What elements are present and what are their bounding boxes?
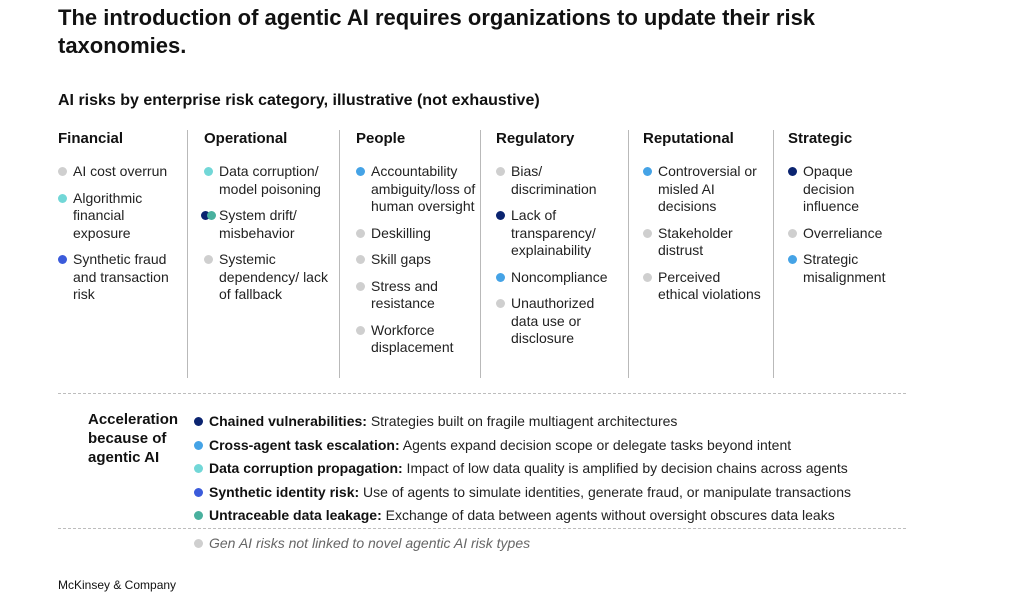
risk-item-text: Overreliance [803, 224, 883, 241]
risk-list [643, 163, 763, 304]
acceleration-item [194, 481, 954, 505]
legend-dot-icon [204, 167, 213, 176]
risk-item-text: Unauthorized data use or disclosure [511, 295, 595, 346]
risk-item-text: Perceived ethical violations [658, 268, 761, 302]
risk-item-text: Lack of transparency/ explainability [511, 207, 596, 258]
column-heading: People [356, 130, 406, 147]
risk-item-text: Stress and resistance [371, 277, 438, 311]
acceleration-description: Strategies built on fragile multiagent architectures [366, 413, 678, 429]
risk-item [643, 269, 763, 304]
risk-item [58, 163, 181, 181]
acceleration-term: Data corruption propagation: [209, 460, 403, 476]
risk-item-text: Strategic misalignment [803, 251, 886, 285]
acceleration-term: Cross-agent task escalation: [209, 436, 400, 453]
column-heading: Regulatory [496, 130, 575, 147]
risk-item [58, 190, 181, 243]
acceleration-description: Exchange of data between agents without oversight obscures data leaks [381, 507, 835, 523]
risk-item [496, 163, 624, 198]
column-people [339, 130, 480, 378]
footnote-divider [58, 528, 906, 529]
legend-dot-icon [194, 464, 203, 473]
legend-dot-icon [58, 255, 67, 264]
column-financial [58, 130, 187, 378]
acceleration-description: Impact of low data quality is amplified by decision chains across agents [402, 460, 848, 476]
legend-dot-icon [356, 255, 365, 264]
legend-dot-icon [356, 229, 365, 238]
legend-dot-icon [643, 229, 652, 238]
risk-item [788, 251, 902, 286]
risk-list [58, 163, 181, 304]
risk-item [58, 251, 181, 304]
risk-item [643, 225, 763, 260]
risk-item-text: Accountability ambiguity/loss of human oversight [371, 163, 476, 214]
legend-dot-icon [58, 194, 67, 203]
risk-item-text: Noncompliance [511, 268, 608, 285]
risk-item-text: Opaque decision influence [803, 163, 860, 214]
risk-list [356, 163, 476, 357]
column-heading: Operational [204, 130, 288, 147]
risk-item [356, 251, 476, 269]
legend-dot-icon [58, 167, 67, 176]
acceleration-term: Synthetic identity risk: [209, 483, 360, 500]
chart-subtitle: AI risks by enterprise risk category, illustrative (not exhaustive) [58, 92, 540, 109]
risk-item [356, 163, 476, 216]
acceleration-description: Agents expand decision scope or delegate tasks beyond intent [399, 436, 792, 453]
risk-list [204, 163, 333, 304]
acceleration-item [194, 434, 954, 458]
section-divider [58, 393, 906, 394]
column-operational [187, 130, 339, 378]
risk-item [496, 269, 624, 287]
double-dot-icon [201, 211, 217, 220]
column-heading: Reputational [643, 130, 734, 147]
risk-item-text: System drift/ misbehavior [219, 207, 297, 241]
legend-dot-icon [194, 441, 203, 450]
column-regulatory [480, 130, 628, 378]
legend-dot-icon [643, 167, 652, 176]
acceleration-term: Chained vulnerabilities: [209, 413, 367, 429]
risk-item [496, 295, 624, 348]
risk-item-text: Stakeholder distrust [658, 224, 733, 258]
column-heading: Strategic [788, 130, 853, 147]
acceleration-item [194, 410, 954, 434]
dot-icon [207, 211, 216, 220]
footnote [194, 535, 530, 551]
risk-item [643, 163, 763, 216]
risk-list [496, 163, 624, 348]
column-strategic [773, 130, 906, 378]
legend-dot-icon [194, 539, 203, 548]
risk-item [204, 207, 333, 242]
risk-item-text: AI cost overrun [73, 163, 168, 179]
legend-dot-icon [496, 299, 505, 308]
risk-item [204, 251, 333, 304]
legend-dot-icon [204, 255, 213, 264]
legend-dot-icon [194, 417, 203, 426]
source-credit: McKinsey & Company [58, 578, 177, 592]
footnote-text: Gen AI risks not linked to novel agentic AI risk types [209, 535, 531, 551]
acceleration-list [194, 410, 954, 528]
legend-dot-icon [194, 488, 203, 497]
risk-item [496, 207, 624, 260]
risk-item-text: Controversial or misled AI decisions [658, 163, 757, 214]
risk-item [356, 278, 476, 313]
risk-item [204, 163, 333, 198]
risk-item [356, 225, 476, 243]
acceleration-label: Acceleration because of agentic AI [88, 411, 179, 466]
legend-dot-icon [643, 273, 652, 282]
risk-item [356, 322, 476, 357]
legend-dot-icon [788, 167, 797, 176]
legend-dot-icon [496, 211, 505, 220]
legend-dot-icon [788, 229, 797, 238]
risk-item-text: Systemic dependency/ lack of fallback [219, 251, 328, 302]
risk-item-text: Data corruption/ model poisoning [219, 163, 321, 197]
legend-dot-icon [788, 255, 797, 264]
legend-dot-icon [356, 326, 365, 335]
legend-dot-icon [356, 282, 365, 291]
risk-item-text: Skill gaps [371, 251, 431, 267]
legend-dot-icon [194, 511, 203, 520]
legend-dot-icon [356, 167, 365, 176]
acceleration-item [194, 504, 954, 528]
column-heading: Financial [58, 130, 124, 147]
column-reputational [628, 130, 773, 378]
risk-item-text: Deskilling [371, 224, 431, 241]
risk-item [788, 163, 902, 216]
risk-item-text: Synthetic fraud and transaction risk [73, 251, 169, 302]
page-title: The introduction of agentic AI requires organizations to update their risk taxonomies. [58, 5, 816, 58]
risk-item-text: Algorithmic financial exposure [73, 189, 143, 241]
acceleration-term: Untraceable data leakage: [209, 507, 382, 523]
acceleration-item [194, 457, 954, 481]
legend-dot-icon [496, 273, 505, 282]
risk-item-text: Workforce displacement [371, 321, 454, 355]
legend-dot-icon [496, 167, 505, 176]
risk-list [788, 163, 902, 286]
risk-item-text: Bias/ discrimination [511, 163, 597, 197]
risk-item [788, 225, 902, 243]
acceleration-description: Use of agents to simulate identities, generate fraud, or manipulate transactions [359, 483, 851, 500]
